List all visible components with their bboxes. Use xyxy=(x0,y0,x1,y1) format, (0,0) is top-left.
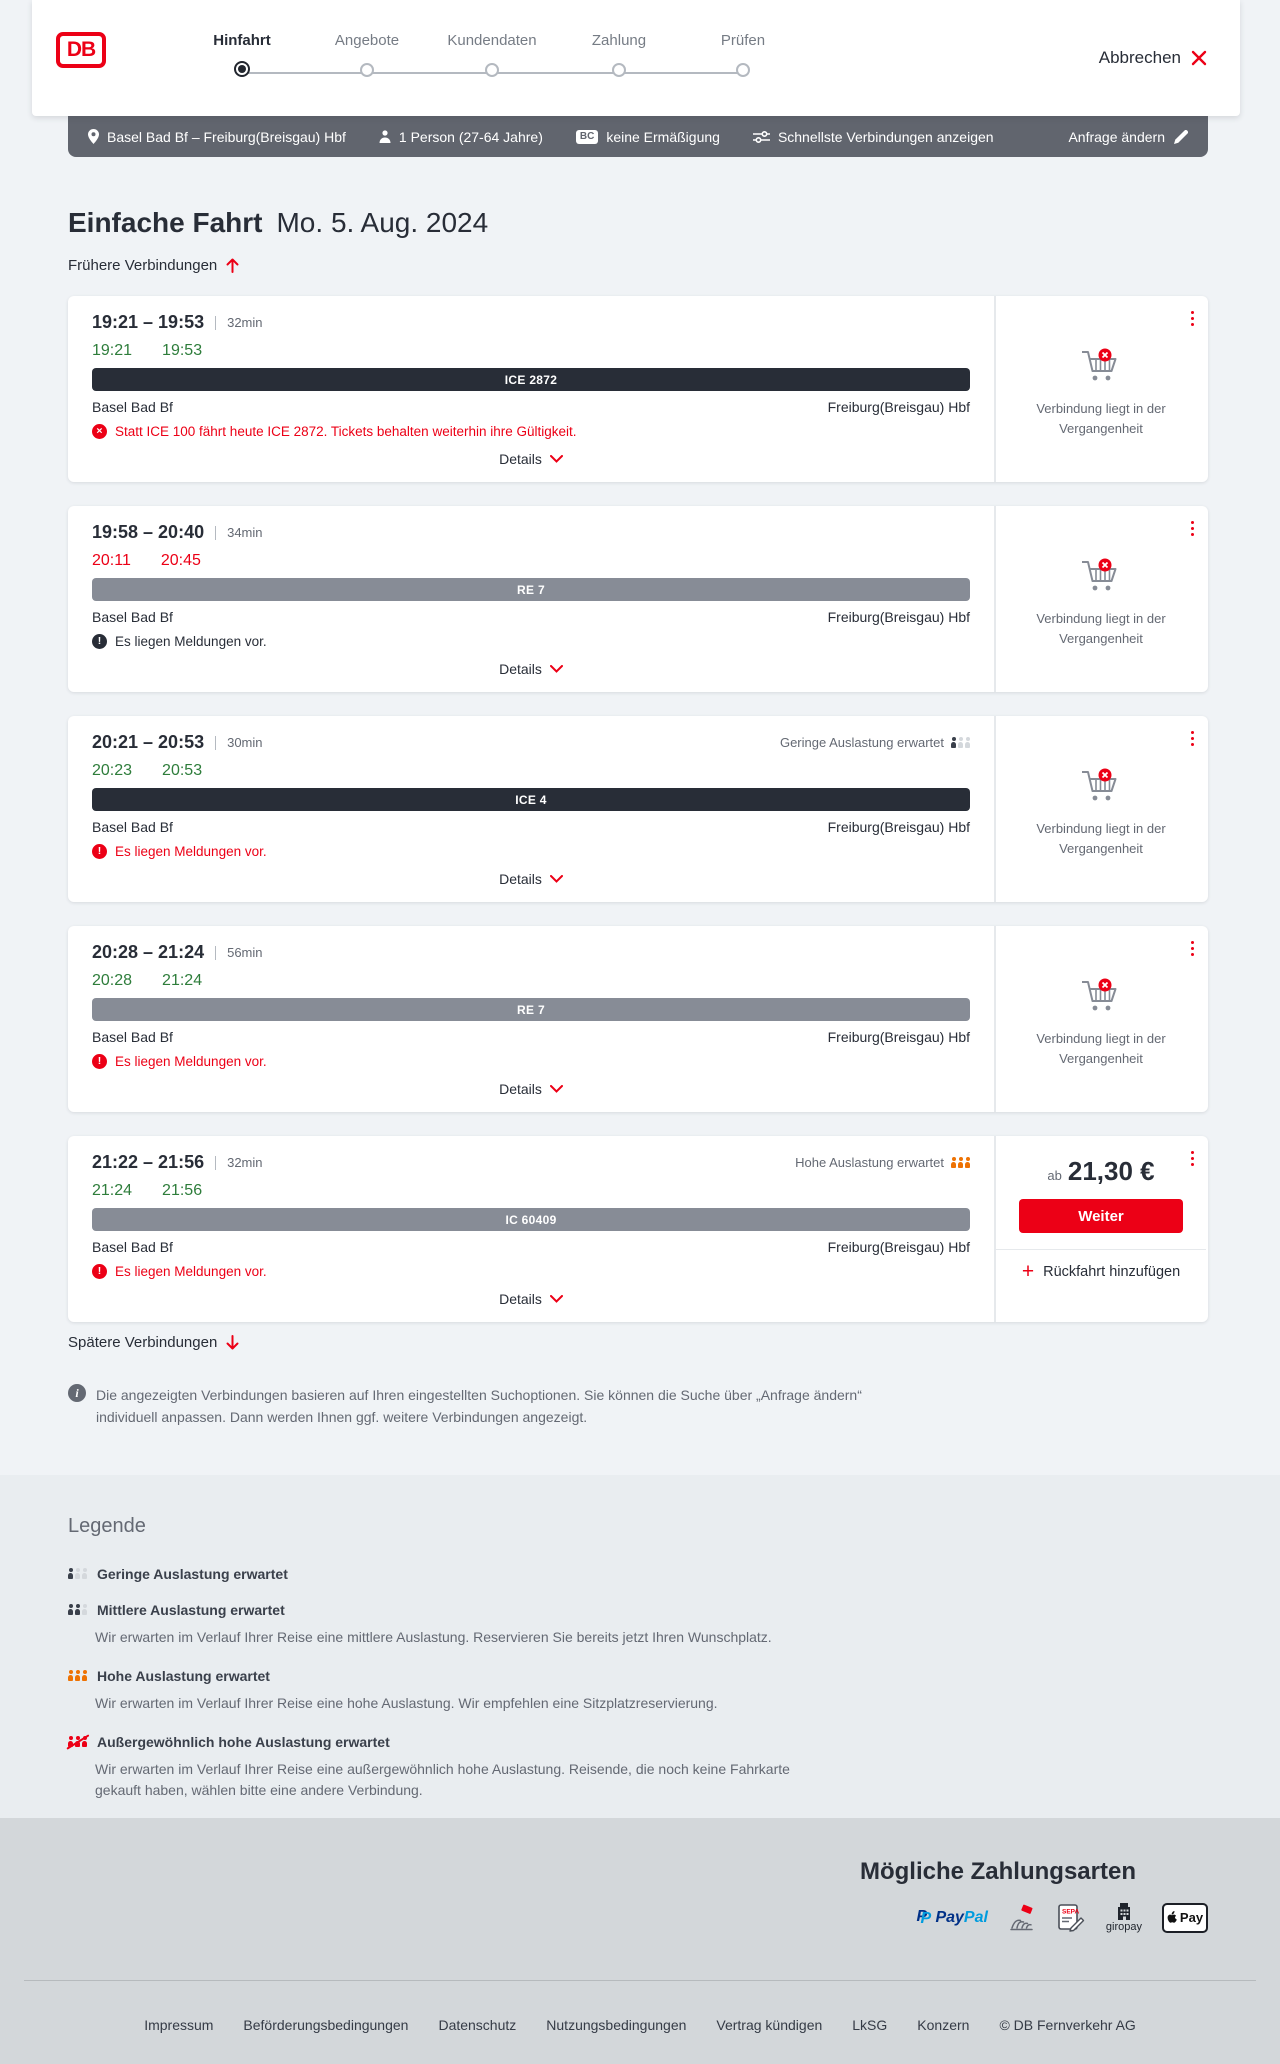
step-dot-active xyxy=(234,61,250,77)
earlier-connections-link[interactable]: Frühere Verbindungen xyxy=(68,257,239,274)
time-range: 21:22 – 21:56 xyxy=(92,1152,205,1172)
details-button[interactable]: Details xyxy=(493,867,569,891)
svg-text:SEPA: SEPA xyxy=(1061,1908,1080,1916)
price-prefix: ab xyxy=(1047,1168,1062,1183)
connection-message: ! Es liegen Meldungen vor. xyxy=(92,1054,970,1069)
connection-message: ! Es liegen Meldungen vor. xyxy=(92,844,970,859)
legend-item: Außergewöhnlich hohe Auslastung erwartet Wir erwarten im Verlauf Ihrer Reise eine außergewöhnlich hohe Auslastung. Reisende, die noch keine Fahrkarte gekauft haben, wählen bitte eine andere Verbindung. xyxy=(68,1734,1280,1801)
arrival-time: 19:53 xyxy=(162,342,203,359)
departure-time: 19:21 xyxy=(92,342,133,359)
connection-card xyxy=(68,506,1208,692)
step-kundendaten[interactable]: Kundendaten xyxy=(427,32,557,77)
bahncard-icon: BC xyxy=(576,130,598,144)
divider xyxy=(215,1156,216,1170)
cart-unavailable-icon xyxy=(1079,767,1123,807)
edit-request-button[interactable]: Anfrage ändern xyxy=(1068,129,1188,145)
db-logo-text: DB xyxy=(66,38,96,61)
footer-divider xyxy=(24,1980,1256,1981)
occupancy-high-icon xyxy=(951,1157,970,1168)
arrow-down-icon xyxy=(226,1335,239,1350)
chevron-down-icon xyxy=(550,665,563,673)
footer-section xyxy=(0,1818,1280,2064)
alert-icon: ! xyxy=(92,1264,107,1279)
filter-summary: Schnellste Verbindungen anzeigen xyxy=(753,129,994,145)
time-range: 19:21 – 19:53 xyxy=(92,312,205,332)
destination-station: Freiburg(Breisgau) Hbf xyxy=(827,819,970,835)
train-line-badge: IC 60409 xyxy=(92,1208,970,1231)
destination-station: Freiburg(Breisgau) Hbf xyxy=(827,399,970,415)
alert-icon: ! xyxy=(92,1054,107,1069)
plus-icon: + xyxy=(1021,1260,1035,1283)
booking-panel xyxy=(994,506,1206,692)
continue-button[interactable]: Weiter xyxy=(1019,1199,1183,1233)
occupancy-low-icon xyxy=(951,737,970,748)
arrival-time: 21:56 xyxy=(162,1182,203,1199)
booking-panel xyxy=(994,296,1206,482)
duration: 32min xyxy=(227,1155,263,1170)
db-logo[interactable] xyxy=(56,32,106,68)
train-line-badge: RE 7 xyxy=(92,578,970,601)
route-summary: Basel Bad Bf – Freiburg(Breisgau) Hbf xyxy=(88,129,346,145)
connection-message: × Statt ICE 100 fährt heute ICE 2872. Tickets behalten weiterhin ihre Gültigkeit. xyxy=(92,424,970,439)
footer-link-vertrag-kuendigen[interactable]: Vertrag kündigen xyxy=(716,2016,823,2033)
giropay-icon: giropay xyxy=(1106,1903,1142,1933)
pencil-icon xyxy=(1174,130,1188,144)
footer-link-befoerderungsbedingungen[interactable]: Beförderungsbedingungen xyxy=(243,2016,409,2033)
duration: 34min xyxy=(227,525,263,540)
kebab-menu-button[interactable] xyxy=(1187,1144,1199,1173)
search-summary-bar xyxy=(68,116,1208,157)
departure-time: 21:24 xyxy=(92,1182,133,1199)
alert-icon: ! xyxy=(92,844,107,859)
past-connection-note: Verbindung liegt in der Vergangenheit xyxy=(1036,820,1166,856)
divider xyxy=(215,736,216,750)
occupancy-medium-icon xyxy=(68,1604,87,1615)
cancel-button[interactable]: Abbrechen xyxy=(1099,48,1207,68)
arrival-time: 20:53 xyxy=(162,762,203,779)
legend-item: Hohe Auslastung erwartet Wir erwarten im Verlauf Ihrer Reise eine hohe Auslastung. Wir empfehlen eine Sitzplatzreservierung. xyxy=(68,1668,1280,1714)
arrival-time: 20:45 xyxy=(160,552,201,569)
past-connection-note: Verbindung liegt in der Vergangenheit xyxy=(1036,1030,1166,1066)
duration: 56min xyxy=(227,945,263,960)
passengers-summary: 1 Person (27-64 Jahre) xyxy=(379,129,543,145)
destination-station: Freiburg(Breisgau) Hbf xyxy=(827,1239,970,1255)
divider xyxy=(215,946,216,960)
apple-icon xyxy=(1167,1911,1178,1924)
train-line-badge: ICE 2872 xyxy=(92,368,970,391)
sepa-lastschrift-icon xyxy=(1056,1903,1086,1933)
chevron-down-icon xyxy=(550,1085,563,1093)
divider xyxy=(996,1249,1206,1250)
origin-station: Basel Bad Bf xyxy=(92,1239,173,1255)
details-button[interactable]: Details xyxy=(493,657,569,681)
travel-date: Mo. 5. Aug. 2024 xyxy=(276,207,489,238)
price-value: 21,30 € xyxy=(1067,1156,1155,1186)
connection-card xyxy=(68,716,1208,902)
occupancy-indicator: Hohe Auslastung erwartet xyxy=(795,1155,970,1170)
train-line-badge: ICE 4 xyxy=(92,788,970,811)
connection-message: ! Es liegen Meldungen vor. xyxy=(92,1264,970,1279)
cart-unavailable-icon xyxy=(1079,557,1123,597)
departure-time: 20:28 xyxy=(92,972,133,989)
error-cross-icon: × xyxy=(92,424,107,439)
cart-unavailable-icon xyxy=(1079,977,1123,1017)
details-button[interactable]: Details xyxy=(493,1287,569,1311)
step-pruefen[interactable]: Prüfen xyxy=(678,32,808,77)
header xyxy=(32,0,1240,116)
footer-links xyxy=(0,2017,1280,2033)
occupancy-high-icon xyxy=(68,1670,87,1681)
origin-station: Basel Bad Bf xyxy=(92,399,173,415)
chevron-down-icon xyxy=(550,875,563,883)
duration: 30min xyxy=(227,735,263,750)
arrival-time: 21:24 xyxy=(162,972,203,989)
chevron-down-icon xyxy=(550,455,563,463)
train-line-badge: RE 7 xyxy=(92,998,970,1021)
departure-time: 20:11 xyxy=(92,552,131,569)
kebab-menu-button[interactable] xyxy=(1187,934,1199,963)
filter-sliders-icon xyxy=(753,131,770,143)
later-connections-link[interactable]: Spätere Verbindungen xyxy=(68,1334,239,1351)
details-button[interactable]: Details xyxy=(493,1077,569,1101)
booking-panel xyxy=(994,926,1206,1112)
footer-link-lksg[interactable]: LkSG xyxy=(852,2016,888,2033)
origin-station: Basel Bad Bf xyxy=(92,609,173,625)
connection-details xyxy=(68,716,994,902)
copyright: © DB Fernverkehr AG xyxy=(999,2016,1136,2033)
person-icon xyxy=(379,130,391,143)
time-range: 20:28 – 21:24 xyxy=(92,942,205,962)
origin-station: Basel Bad Bf xyxy=(92,1029,173,1045)
details-button[interactable]: Details xyxy=(493,447,569,471)
results-area xyxy=(68,207,1208,1429)
step-hinfahrt[interactable]: Hinfahrt xyxy=(177,32,307,77)
step-dot xyxy=(485,63,499,77)
connection-card xyxy=(68,926,1208,1112)
paypal-mark-icon xyxy=(916,1908,931,1928)
kebab-menu-button[interactable] xyxy=(1187,304,1199,333)
creditcard-hand-icon xyxy=(1008,1904,1036,1932)
legend-item: Mittlere Auslastung erwartet Wir erwarten im Verlauf Ihrer Reise eine mittlere Auslastung. Reservieren Sie bereits jetzt Ihren Wunschplatz. xyxy=(68,1602,1280,1648)
info-icon xyxy=(68,1384,86,1402)
chevron-down-icon xyxy=(550,1295,563,1303)
footer-link-impressum[interactable]: Impressum xyxy=(144,2016,214,2033)
payment-methods-title: Mögliche Zahlungsarten xyxy=(859,1857,1136,1885)
connection-message: ! Es liegen Meldungen vor. xyxy=(92,634,970,649)
search-options-note: i Die angezeigten Verbindungen basieren auf Ihren eingestellten Suchoptionen. Sie können die Suche über „Anfrage ändern“ individuell anpassen. Dann werden Ihnen ggf. weitere Verbindungen angezeigt. xyxy=(68,1384,1208,1429)
close-icon xyxy=(1191,50,1207,66)
step-zahlung[interactable]: Zahlung xyxy=(554,32,684,77)
cart-unavailable-icon xyxy=(1079,347,1123,387)
price-panel xyxy=(994,1136,1206,1322)
page-title: Einfache Fahrt xyxy=(68,207,263,238)
legend-section xyxy=(0,1475,1280,1818)
destination-station: Freiburg(Breisgau) Hbf xyxy=(827,1029,970,1045)
occupancy-low-icon xyxy=(68,1568,87,1579)
occupancy-indicator: Geringe Auslastung erwartet xyxy=(780,735,970,750)
kebab-menu-button[interactable] xyxy=(1187,724,1199,753)
step-dot xyxy=(360,63,374,77)
apple-pay-icon: Pay xyxy=(1162,1903,1208,1933)
connection-details xyxy=(68,1136,994,1322)
add-return-trip-button[interactable]: + Rückfahrt hinzufügen xyxy=(1021,1260,1181,1283)
booking-panel xyxy=(994,716,1206,902)
payment-methods xyxy=(0,1902,1280,1934)
time-range: 20:21 – 20:53 xyxy=(92,732,205,752)
connection-details xyxy=(68,926,994,1112)
past-connection-note: Verbindung liegt in der Vergangenheit xyxy=(1036,400,1166,436)
kebab-menu-button[interactable] xyxy=(1187,514,1199,543)
connection-card xyxy=(68,296,1208,482)
occupancy-exceptional-icon xyxy=(68,1736,87,1747)
step-dot xyxy=(612,63,626,77)
paypal-icon: P P PayPal xyxy=(916,1908,987,1928)
past-connection-note: Verbindung liegt in der Vergangenheit xyxy=(1036,610,1166,646)
arrow-up-icon xyxy=(226,258,239,273)
divider xyxy=(215,526,216,540)
connection-details xyxy=(68,296,994,482)
destination-station: Freiburg(Breisgau) Hbf xyxy=(827,609,970,625)
footer-link-datenschutz[interactable]: Datenschutz xyxy=(438,2016,517,2033)
time-range: 19:58 – 20:40 xyxy=(92,522,205,542)
step-dot xyxy=(736,63,750,77)
footer-link-nutzungsbedingungen[interactable]: Nutzungsbedingungen xyxy=(546,2016,687,2033)
discount-summary: BC keine Ermäßigung xyxy=(576,129,720,145)
footer-link-konzern[interactable]: Konzern xyxy=(917,2016,970,2033)
divider xyxy=(215,316,216,330)
page-title-row xyxy=(68,207,1208,239)
legend-item: Geringe Auslastung erwartet xyxy=(68,1566,1280,1582)
duration: 32min xyxy=(227,315,263,330)
alert-icon: ! xyxy=(92,634,107,649)
departure-time: 20:23 xyxy=(92,762,133,779)
step-angebote[interactable]: Angebote xyxy=(302,32,432,77)
location-pin-icon xyxy=(88,129,99,144)
connection-details xyxy=(68,506,994,692)
origin-station: Basel Bad Bf xyxy=(92,819,173,835)
connection-card xyxy=(68,1136,1208,1322)
legend-title: Legende xyxy=(68,1514,146,1537)
